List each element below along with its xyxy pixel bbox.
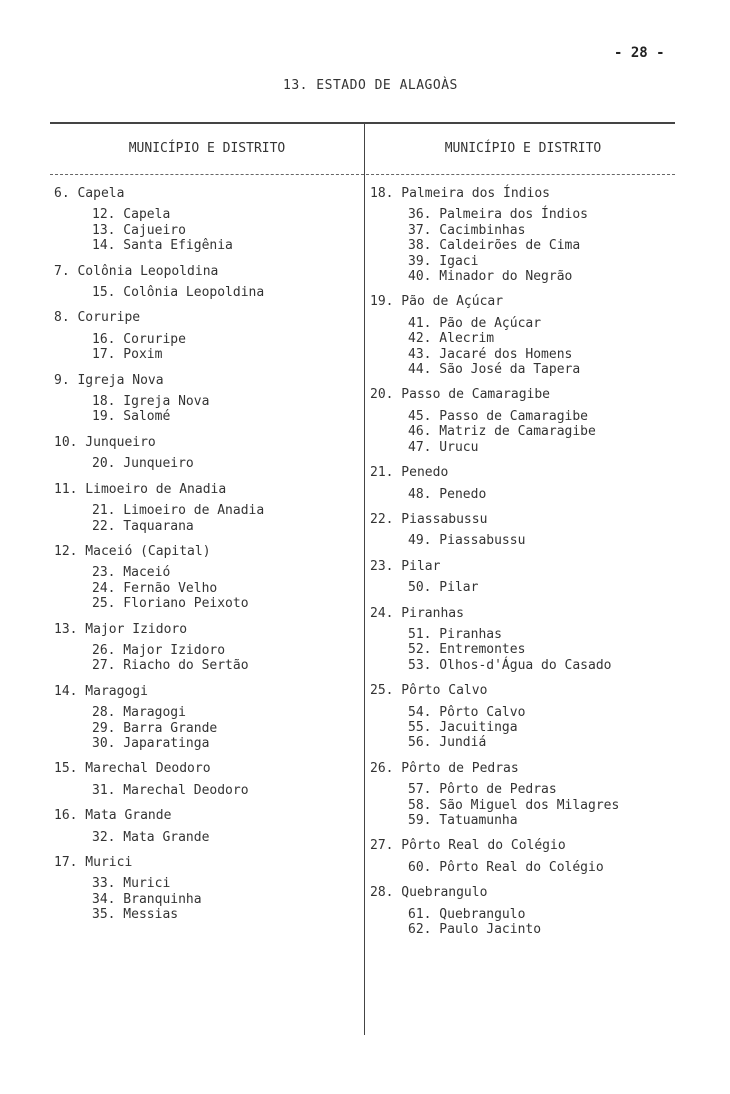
distrito-item: 50. Pilar <box>408 580 479 596</box>
distrito-item: 18. Igreja Nova <box>92 394 210 410</box>
distrito-list <box>54 456 359 471</box>
distrito-list <box>370 860 670 875</box>
distrito-item: 33. Murici <box>92 876 171 892</box>
municipio-block <box>54 622 359 674</box>
column-header-left: MUNICÍPIO E DISTRITO <box>128 141 286 156</box>
municipio-name: 10. Junqueiro <box>54 434 156 450</box>
distrito-item: 28. Maragogi <box>92 705 186 721</box>
distrito-item: 17. Poxim <box>92 347 163 363</box>
distrito-item: 21. Limoeiro de Anadia <box>92 503 265 519</box>
municipio-name: 18. Palmeira dos Índios <box>370 186 551 201</box>
distrito-item: 40. Minador do Negrão <box>408 269 573 285</box>
distrito-item: 15. Colônia Leopoldina <box>92 285 265 301</box>
distrito-item: 41. Pão de Açúcar <box>408 315 542 331</box>
municipio-name: 12. Maceió (Capital) <box>54 543 211 559</box>
distrito-item: 29. Barra Grande <box>92 720 218 736</box>
municipio-block <box>370 512 670 549</box>
distrito-item: 43. Jacaré dos Homens <box>408 346 573 362</box>
left-column <box>54 186 359 933</box>
distrito-list <box>370 627 670 673</box>
distrito-item: 60. Pôrto Real do Colégio <box>408 859 604 875</box>
distrito-list <box>54 285 359 300</box>
distrito-item: 49. Piassabussu <box>408 533 526 549</box>
distrito-item: 48. Penedo <box>408 486 487 502</box>
municipio-block <box>54 855 359 923</box>
distrito-list <box>54 783 359 798</box>
distrito-item: 20. Junqueiro <box>92 456 194 472</box>
distrito-item: 27. Riacho do Sertão <box>92 658 249 674</box>
distrito-item: 32. Mata Grande <box>92 829 210 845</box>
distrito-item: 26. Major Izidoro <box>92 642 226 658</box>
municipio-name: 21. Penedo <box>370 465 449 481</box>
right-column <box>370 186 670 947</box>
municipio-name: 22. Piassabussu <box>370 511 488 527</box>
municipio-block <box>370 606 670 674</box>
distrito-item: 45. Passo de Camaragibe <box>408 408 589 424</box>
distrito-item: 14. Santa Efigênia <box>92 238 233 254</box>
municipio-block <box>54 544 359 612</box>
distrito-list <box>370 705 670 751</box>
distrito-item: 57. Pôrto de Pedras <box>408 782 557 798</box>
distrito-item: 19. Salomé <box>92 409 171 425</box>
municipio-name: 11. Limoeiro de Anadia <box>54 481 227 497</box>
distrito-list <box>370 409 670 455</box>
distrito-item: 39. Igaci <box>408 253 479 269</box>
municipio-name: 28. Quebrangulo <box>370 885 488 901</box>
distrito-item: 47. Urucu <box>408 439 479 455</box>
distrito-list <box>54 565 359 611</box>
municipio-block <box>370 761 670 829</box>
distrito-item: 16. Coruripe <box>92 331 186 347</box>
distrito-item: 55. Jacuitinga <box>408 719 518 735</box>
distrito-item: 23. Maceió <box>92 565 171 581</box>
municipio-name: 8. Coruripe <box>54 310 141 326</box>
municipio-block <box>54 186 359 254</box>
distrito-list <box>54 503 359 534</box>
municipio-name: 6. Capela <box>54 186 125 201</box>
distrito-item: 38. Caldeirões de Cima <box>408 238 581 254</box>
distrito-item: 31. Marechal Deodoro <box>92 782 249 798</box>
municipio-name: 7. Colônia Leopoldina <box>54 263 219 279</box>
distrito-list <box>370 907 670 938</box>
column-divider <box>364 123 365 1035</box>
municipio-name: 9. Igreja Nova <box>54 372 164 388</box>
distrito-item: 22. Taquarana <box>92 518 194 534</box>
municipio-block <box>370 387 670 455</box>
header-separator-rule <box>50 174 675 175</box>
municipio-name: 24. Piranhas <box>370 605 464 621</box>
municipio-name: 13. Major Izidoro <box>54 621 188 637</box>
distrito-item: 61. Quebrangulo <box>408 906 526 922</box>
distrito-item: 56. Jundiá <box>408 735 487 751</box>
table-top-rule <box>50 122 675 124</box>
distrito-item: 24. Fernão Velho <box>92 580 218 596</box>
distrito-item: 54. Pôrto Calvo <box>408 704 526 720</box>
distrito-list <box>370 580 670 595</box>
distrito-item: 51. Piranhas <box>408 626 502 642</box>
municipio-block <box>370 465 670 502</box>
distrito-item: 35. Messias <box>92 907 179 923</box>
distrito-item: 62. Paulo Jacinto <box>408 922 542 938</box>
municipio-name: 16. Mata Grande <box>54 808 172 824</box>
municipio-name: 15. Marechal Deodoro <box>54 761 211 777</box>
distrito-item: 44. São José da Tapera <box>408 362 581 378</box>
page-number: - 28 - <box>614 45 665 61</box>
municipio-name: 14. Maragogi <box>54 683 148 699</box>
municipio-name: 20. Passo de Camaragibe <box>370 387 551 403</box>
distrito-list <box>370 782 670 828</box>
distrito-item: 59. Tatuamunha <box>408 813 518 828</box>
municipio-name: 25. Pôrto Calvo <box>370 683 488 699</box>
municipio-block <box>370 559 670 596</box>
distrito-item: 13. Cajueiro <box>92 222 186 238</box>
distrito-list <box>370 533 670 548</box>
distrito-list <box>370 487 670 502</box>
distrito-list <box>370 316 670 378</box>
page-title: 13. ESTADO DE ALAGOÀS <box>283 78 458 93</box>
distrito-item: 34. Branquinha <box>92 891 202 907</box>
municipio-block <box>54 373 359 425</box>
municipio-block <box>54 684 359 752</box>
municipio-block <box>54 310 359 362</box>
distrito-item: 53. Olhos-d'Água do Casado <box>408 657 612 673</box>
column-header-right: MUNICÍPIO E DISTRITO <box>444 141 602 156</box>
distrito-list <box>54 643 359 674</box>
distrito-list <box>54 830 359 845</box>
distrito-list <box>54 332 359 363</box>
municipio-block <box>370 294 670 377</box>
distrito-list <box>54 705 359 751</box>
municipio-block <box>370 186 670 284</box>
municipio-block <box>370 683 670 751</box>
distrito-list <box>370 207 670 284</box>
distrito-item: 46. Matriz de Camaragibe <box>408 424 596 440</box>
distrito-item: 52. Entremontes <box>408 642 526 658</box>
municipio-name: 17. Murici <box>54 855 133 870</box>
distrito-list <box>54 394 359 425</box>
municipio-block <box>370 885 670 937</box>
municipio-block <box>370 838 670 875</box>
distrito-item: 25. Floriano Peixoto <box>92 596 249 612</box>
distrito-list <box>54 207 359 253</box>
distrito-item: 42. Alecrim <box>408 331 495 347</box>
municipio-name: 26. Pôrto de Pedras <box>370 760 519 776</box>
municipio-block <box>54 808 359 845</box>
municipio-name: 27. Pôrto Real do Colégio <box>370 838 566 854</box>
distrito-item: 58. São Miguel dos Milagres <box>408 797 620 813</box>
distrito-item: 30. Japaratinga <box>92 735 210 751</box>
municipio-name: 19. Pão de Açúcar <box>370 294 504 310</box>
municipio-block <box>54 435 359 472</box>
distrito-item: 37. Cacimbinhas <box>408 222 526 238</box>
distrito-list <box>54 876 359 922</box>
municipio-block <box>54 761 359 798</box>
municipio-block <box>54 482 359 534</box>
municipio-block <box>54 264 359 301</box>
distrito-item: 12. Capela <box>92 207 171 223</box>
municipio-name: 23. Pilar <box>370 558 441 574</box>
distrito-item: 36. Palmeira dos Índios <box>408 207 589 223</box>
